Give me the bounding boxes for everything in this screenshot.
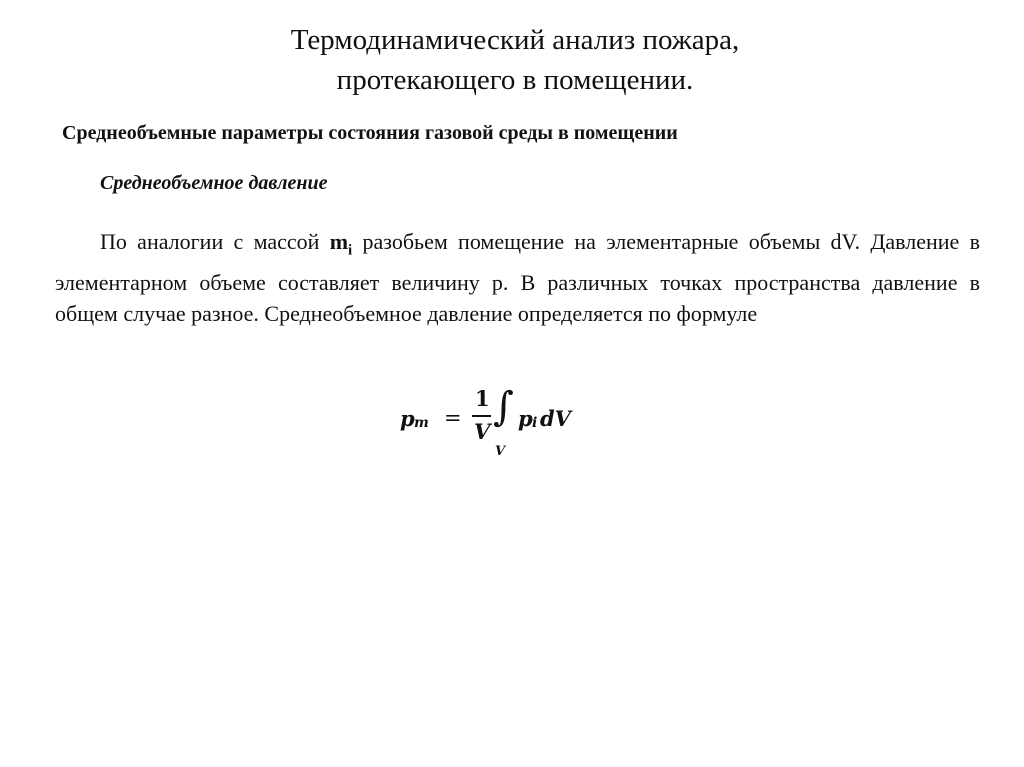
title-line-1: Термодинамический анализ пожара, <box>290 24 740 56</box>
formula-integrand-sub: i <box>532 415 538 431</box>
section-heading: Среднеобъемные параметры состояния газовой среды в помещении <box>62 122 678 144</box>
integral-sign: ∫ <box>493 384 514 430</box>
formula-integrand: p <box>518 406 533 431</box>
mass-subscript: i <box>348 242 353 259</box>
mass-symbol: m <box>329 229 349 254</box>
fraction-line <box>472 415 491 417</box>
formula-numerator: 1 <box>475 386 490 411</box>
formula-lhs: p <box>400 406 415 431</box>
slide-title <box>0 20 1024 100</box>
body-paragraph <box>55 226 980 330</box>
paragraph-text-continued: разобьем помещение на элементарные объемы dV. Давление в элементарном объеме составляет величину p. В различных точках пространства давление в общем случае разное. Среднеобъемное давление определяется по формуле <box>55 229 980 327</box>
formula-denominator: V <box>474 419 491 444</box>
formula-lhs-sub: m <box>414 415 429 431</box>
formula-differential: dV <box>540 406 571 431</box>
integral-limit: V <box>495 444 506 459</box>
title-line-2: протекающего в помещении. <box>336 64 694 96</box>
subsection-heading: Среднеобъемное давление <box>100 172 328 194</box>
formula-equals: = <box>444 406 462 430</box>
paragraph-text: По аналогии с массой <box>100 229 330 254</box>
